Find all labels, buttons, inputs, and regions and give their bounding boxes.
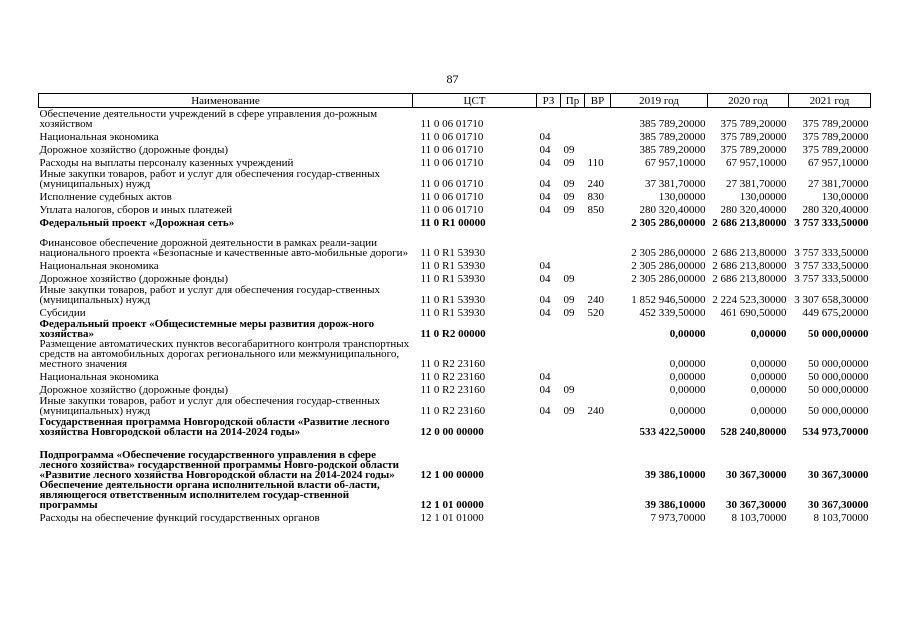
value-2021-cell: 534 973,70000	[802, 426, 869, 437]
name-cell: Подпрограмма «Обеспечение государственного управления в сфере лесного хозяйства» государственной программы Новго-родской области «Развитие лесного хозяйства Новгородской области на 2014-2024 годы»	[39, 449, 400, 480]
table-body	[39, 108, 871, 524]
pr-cell: 09	[563, 307, 575, 318]
pr-cell	[561, 480, 585, 510]
header-name: Наименование	[39, 94, 413, 108]
vr-cell	[585, 382, 611, 395]
name-cell: Национальная экономика	[39, 260, 159, 271]
cst-cell: 11 0 R2 23160	[420, 405, 486, 416]
table-row	[39, 437, 871, 480]
pr-cell	[561, 369, 585, 382]
budget-table	[38, 93, 871, 523]
pr-cell: 09	[563, 405, 575, 416]
cst-cell: 11 0 R2 23160	[420, 371, 486, 382]
pr-cell	[561, 258, 585, 271]
rz-cell	[537, 318, 561, 339]
vr-cell	[585, 142, 611, 155]
value-2019-cell: 0,00000	[669, 384, 706, 395]
vr-cell	[585, 369, 611, 382]
pr-cell: 09	[563, 294, 575, 305]
value-2019-cell: 7 973,70000	[650, 512, 706, 523]
value-2020-cell: 2 686 213,80000	[712, 217, 787, 228]
name-cell: Размещение автоматических пунктов весогабаритного контроля транспортных средств на автомобильных дорогах регионального или межмуниципального, местного значения	[39, 339, 410, 369]
table-row	[39, 108, 871, 130]
vr-cell	[585, 258, 611, 271]
value-2019-cell: 1 852 946,50000	[631, 294, 706, 305]
value-2020-cell: 0,00000	[750, 358, 787, 369]
rz-cell: 04	[539, 144, 551, 155]
value-2019-cell: 2 305 286,00000	[631, 217, 706, 228]
cst-cell: 11 0 R1 53930	[420, 307, 486, 318]
value-2019-cell: 39 386,10000	[645, 469, 706, 480]
vr-cell	[585, 271, 611, 284]
value-2020-cell: 375 789,20000	[720, 131, 787, 142]
value-2020-cell: 2 686 213,80000	[712, 273, 787, 284]
value-2021-cell: 3 757 333,50000	[794, 273, 869, 284]
cst-cell: 11 0 R2 23160	[420, 358, 486, 369]
rz-cell: 04	[539, 273, 551, 284]
rz-cell: 04	[539, 384, 551, 395]
table-row	[39, 510, 871, 523]
table-row	[39, 142, 871, 155]
value-2021-cell: 27 381,70000	[808, 178, 869, 189]
vr-cell	[585, 480, 611, 510]
name-cell: Уплата налогов, сборов и иных платежей	[39, 204, 233, 215]
rz-cell: 04	[539, 307, 551, 318]
value-2021-cell: 3 757 333,50000	[794, 260, 869, 271]
table-row	[39, 395, 871, 416]
value-2020-cell: 0,00000	[750, 371, 787, 382]
value-2020-cell: 30 367,30000	[726, 469, 787, 480]
vr-cell: 240	[587, 405, 604, 416]
value-2019-cell: 385 789,20000	[639, 118, 706, 129]
value-2021-cell: 449 675,20000	[802, 307, 869, 318]
header-2019: 2019 год	[611, 94, 708, 108]
pr-cell: 09	[563, 157, 575, 168]
rz-cell: 04	[539, 204, 551, 215]
header-2020: 2020 год	[708, 94, 789, 108]
name-cell: Федеральный проект «Дорожная сеть»	[39, 217, 235, 228]
name-cell: Государственная программа Новгородской области «Развитие лесного хозяйства Новгородской области на 2014-2024 годы»	[39, 416, 390, 437]
rz-cell: 04	[539, 260, 551, 271]
value-2019-cell: 0,00000	[669, 358, 706, 369]
name-cell: Субсидии	[39, 307, 86, 318]
value-2021-cell: 375 789,20000	[802, 144, 869, 155]
header-2021: 2021 год	[789, 94, 871, 108]
table-row	[39, 215, 871, 228]
name-cell: Иные закупки товаров, работ и услуг для обеспечения государ-ственных (муниципальных) нужд	[39, 395, 381, 416]
vr-cell: 850	[587, 204, 604, 215]
rz-cell	[537, 480, 561, 510]
cst-cell: 11 0 06 01710	[420, 204, 484, 215]
table-row	[39, 202, 871, 215]
value-2019-cell: 67 957,10000	[645, 157, 706, 168]
value-2020-cell: 375 789,20000	[720, 144, 787, 155]
value-2020-cell: 67 957,10000	[726, 157, 787, 168]
value-2020-cell: 280 320,40000	[720, 204, 787, 215]
vr-cell: 240	[587, 294, 604, 305]
value-2021-cell: 130,00000	[821, 191, 869, 202]
value-2019-cell: 385 789,20000	[639, 144, 706, 155]
value-2021-cell: 30 367,30000	[808, 499, 869, 510]
name-cell: Дорожное хозяйство (дорожные фонды)	[39, 273, 229, 284]
name-cell: Обеспечение деятельности органа исполнительной власти об-ласти, являющегося ответственным исполнителем государ-ственной программы	[39, 480, 380, 510]
pr-cell: 09	[563, 191, 575, 202]
table-row	[39, 168, 871, 189]
rz-cell	[537, 228, 561, 258]
table-row	[39, 369, 871, 382]
value-2020-cell: 2 686 213,80000	[712, 247, 787, 258]
value-2019-cell: 452 339,50000	[639, 307, 706, 318]
value-2019-cell: 0,00000	[669, 371, 706, 382]
name-cell: Финансовое обеспечение дорожной деятельности в рамках реали-зации национального проекта «Безопасные и качественные авто-мобильные дороги»	[39, 237, 409, 258]
name-cell: Расходы на обеспечение функций государственных органов	[39, 512, 320, 523]
value-2021-cell: 50 000,00000	[808, 358, 869, 369]
header-pr: Пр	[561, 94, 585, 108]
pr-cell: 09	[563, 384, 575, 395]
page-number: 87	[446, 72, 459, 86]
value-2019-cell: 385 789,20000	[639, 131, 706, 142]
value-2021-cell: 280 320,40000	[802, 204, 869, 215]
cst-cell: 11 0 06 01710	[420, 144, 484, 155]
cst-cell: 11 0 06 01710	[420, 118, 484, 129]
name-cell: Федеральный проект «Общесистемные меры развития дорож-ного хозяйства»	[39, 318, 375, 339]
value-2021-cell: 375 789,20000	[802, 118, 869, 129]
value-2019-cell: 2 305 286,00000	[631, 273, 706, 284]
table-row	[39, 258, 871, 271]
vr-cell	[585, 318, 611, 339]
value-2019-cell: 2 305 286,00000	[631, 260, 706, 271]
table-row	[39, 155, 871, 168]
pr-cell	[561, 339, 585, 369]
name-cell: Иные закупки товаров, работ и услуг для обеспечения государ-ственных (муниципальных) нужд	[39, 284, 381, 305]
table-row	[39, 416, 871, 437]
cst-cell: 12 1 00 00000	[420, 469, 484, 480]
value-2021-cell: 3 307 658,30000	[794, 294, 869, 305]
table-row	[39, 271, 871, 284]
header-cst: ЦСТ	[413, 94, 537, 108]
value-2019-cell: 0,00000	[669, 328, 706, 339]
value-2021-cell: 3 757 333,50000	[794, 217, 869, 228]
cst-cell: 12 0 00 00000	[420, 426, 484, 437]
value-2019-cell: 37 381,70000	[645, 178, 706, 189]
name-cell: Иные закупки товаров, работ и услуг для обеспечения государ-ственных (муниципальных) нужд	[39, 168, 381, 189]
name-cell: Исполнение судебных актов	[39, 191, 172, 202]
rz-cell	[537, 215, 561, 228]
vr-cell: 520	[587, 307, 604, 318]
value-2019-cell: 0,00000	[669, 405, 706, 416]
header-rz: РЗ	[537, 94, 561, 108]
vr-cell	[585, 510, 611, 523]
value-2021-cell: 67 957,10000	[808, 157, 869, 168]
value-2021-cell: 8 103,70000	[813, 512, 869, 523]
table-row	[39, 318, 871, 339]
rz-cell	[537, 416, 561, 437]
pr-cell	[561, 437, 585, 480]
value-2020-cell: 30 367,30000	[726, 499, 787, 510]
cst-cell: 12 1 01 00000	[420, 499, 484, 510]
cst-cell: 12 1 01 01000	[420, 512, 484, 523]
value-2021-cell: 50 000,00000	[808, 384, 869, 395]
value-2021-cell: 50 000,00000	[808, 371, 869, 382]
value-2019-cell: 533 422,50000	[639, 426, 706, 437]
pr-cell: 09	[563, 144, 575, 155]
value-2021-cell: 50 000,00000	[808, 328, 869, 339]
value-2019-cell: 130,00000	[658, 191, 706, 202]
value-2020-cell: 8 103,70000	[731, 512, 787, 523]
value-2019-cell: 280 320,40000	[639, 204, 706, 215]
rz-cell: 04	[539, 191, 551, 202]
vr-cell	[585, 215, 611, 228]
value-2020-cell: 0,00000	[750, 384, 787, 395]
cst-cell: 11 0 R1 53930	[420, 273, 486, 284]
rz-cell: 04	[539, 131, 551, 142]
cst-cell: 11 0 R2 00000	[420, 328, 486, 339]
name-cell: Дорожное хозяйство (дорожные фонды)	[39, 384, 229, 395]
vr-cell: 240	[587, 178, 604, 189]
name-cell: Дорожное хозяйство (дорожные фонды)	[39, 144, 229, 155]
table-row	[39, 129, 871, 142]
cst-cell: 11 0 R2 23160	[420, 384, 486, 395]
cst-cell: 11 0 R1 00000	[420, 217, 486, 228]
value-2021-cell: 375 789,20000	[802, 131, 869, 142]
value-2021-cell: 50 000,00000	[808, 405, 869, 416]
value-2020-cell: 375 789,20000	[720, 118, 787, 129]
header-vr: ВР	[585, 94, 611, 108]
cst-cell: 11 0 R1 53930	[420, 260, 486, 271]
vr-cell	[585, 228, 611, 258]
value-2020-cell: 0,00000	[750, 405, 787, 416]
cst-cell: 11 0 06 01710	[420, 131, 484, 142]
value-2021-cell: 30 367,30000	[808, 469, 869, 480]
pr-cell	[561, 318, 585, 339]
table-row	[39, 305, 871, 318]
name-cell: Обеспечение деятельности учреждений в сфере управления до-рожным хозяйством	[39, 108, 378, 129]
value-2021-cell: 3 757 333,50000	[794, 247, 869, 258]
rz-cell: 04	[539, 178, 551, 189]
value-2020-cell: 2 224 523,30000	[712, 294, 787, 305]
pr-cell	[561, 215, 585, 228]
value-2019-cell: 2 305 286,00000	[631, 247, 706, 258]
vr-cell: 110	[587, 157, 604, 168]
vr-cell	[585, 108, 611, 130]
value-2020-cell: 528 240,80000	[720, 426, 787, 437]
rz-cell: 04	[539, 405, 551, 416]
rz-cell: 04	[539, 371, 551, 382]
name-cell: Расходы на выплаты персоналу казенных учреждений	[39, 157, 294, 168]
value-2020-cell: 0,00000	[750, 328, 787, 339]
table-header-row	[39, 94, 871, 108]
cst-cell: 11 0 06 01710	[420, 157, 484, 168]
table-row	[39, 189, 871, 202]
rz-cell	[537, 510, 561, 523]
pr-cell: 09	[563, 178, 575, 189]
cst-cell: 11 0 R1 53930	[420, 247, 486, 258]
rz-cell: 04	[539, 157, 551, 168]
pr-cell	[561, 416, 585, 437]
pr-cell	[561, 228, 585, 258]
name-cell: Национальная экономика	[39, 371, 159, 382]
value-2019-cell: 39 386,10000	[645, 499, 706, 510]
pr-cell	[561, 129, 585, 142]
table-row	[39, 284, 871, 305]
rz-cell	[537, 108, 561, 130]
rz-cell: 04	[539, 294, 551, 305]
vr-cell	[585, 437, 611, 480]
rz-cell	[537, 339, 561, 369]
pr-cell	[561, 108, 585, 130]
rz-cell	[537, 437, 561, 480]
cst-cell: 11 0 R1 53930	[420, 294, 486, 305]
vr-cell: 830	[587, 191, 604, 202]
pr-cell: 09	[563, 204, 575, 215]
vr-cell	[585, 416, 611, 437]
table-row	[39, 228, 871, 258]
pr-cell	[561, 510, 585, 523]
value-2020-cell: 130,00000	[739, 191, 787, 202]
table-row	[39, 339, 871, 369]
vr-cell	[585, 339, 611, 369]
name-cell: Национальная экономика	[39, 131, 159, 142]
value-2020-cell: 461 690,50000	[720, 307, 787, 318]
value-2020-cell: 27 381,70000	[726, 178, 787, 189]
value-2020-cell: 2 686 213,80000	[712, 260, 787, 271]
table-row	[39, 382, 871, 395]
cst-cell: 11 0 06 01710	[420, 178, 484, 189]
pr-cell: 09	[563, 273, 575, 284]
table-row	[39, 480, 871, 510]
cst-cell: 11 0 06 01710	[420, 191, 484, 202]
vr-cell	[585, 129, 611, 142]
